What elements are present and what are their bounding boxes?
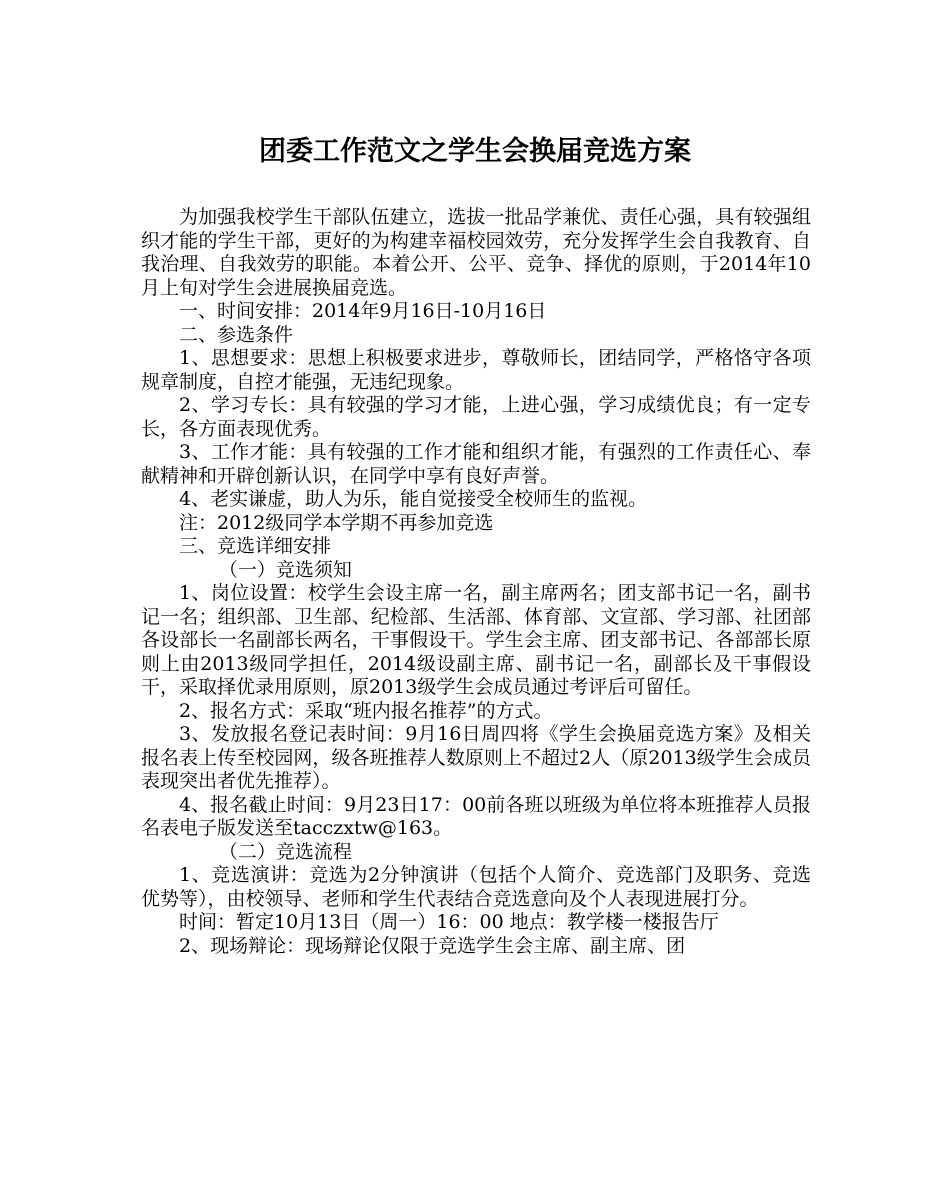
paragraph-condition-3: 3、工作才能：具有较强的工作才能和组织才能，有强烈的工作责任心、奉献精神和开辟创新认识，在同学中享有良好声誉。 [141, 441, 811, 487]
paragraph-speech: 1、竞选演讲：竞选为2分钟演讲（包括个人简介、竞选部门及职务、竞选优势等），由校领导、老师和学生代表结合竞选意向及个人表现进展打分。 [141, 864, 811, 910]
paragraph-condition-1: 1、思想要求：思想上积极要求进步，尊敬师长，团结同学，严格恪守各项规章制度，自控才能强，无违纪现象。 [141, 347, 811, 393]
paragraph-positions: 1、岗位设置：校学生会设主席一名，副主席两名；团支部书记一名，副书记一名；组织部、卫生部、纪检部、生活部、体育部、文宣部、学习部、社团部各设部长一名副部长两名，干事假设干。学生会主席、团支部书记、各部部长原则上由2013级同学担任，2014级设副主席、副书记一名，副部长及干事假设干，采取择优录用原则，原2013级学生会成员通过考评后可留任。 [141, 582, 811, 698]
paragraph-intro: 为加强我校学生干部队伍建立，选拔一批品学兼优、责任心强，具有较强组织才能的学生干部，更好的为构建幸福校园效劳，充分发挥学生会自我教育、自我治理、自我效劳的职能。本着公开、公平、竞争、择优的原则，于2014年10月上旬对学生会进展换届竞选。 [141, 206, 811, 299]
paragraph-process-heading: （二）竞选流程 [218, 840, 352, 863]
paragraph-notice-heading: （一）竞选须知 [218, 558, 352, 581]
paragraph-arrangement-heading: 三、竞选详细安排 [179, 535, 332, 557]
paragraph-debate: 2、现场辩论：现场辩论仅限于竞选学生会主席、副主席、团 [179, 934, 686, 957]
paragraph-condition-2: 2、学习专长：具有较强的学习才能，上进心强，学习成绩优良；有一定专长，各方面表现优秀。 [141, 394, 811, 440]
paragraph-registration-method: 2、报名方式：采取“班内报名推荐”的方式。 [179, 699, 553, 722]
paragraph-condition-4: 4、老实谦虚，助人为乐，能自觉接受全校师生的监视。 [179, 488, 648, 510]
paragraph-time-location: 时间：暂定10月13日（周一）16：00 地点：教学楼一楼报告厅 [179, 911, 719, 933]
paragraph-registration-form: 3、发放报名登记表时间：9月16日周四将《学生会换届竞选方案》及相关报名表上传至校园网，级各班推荐人数原则上不超过2人（原2013级学生会成员表现突出者优先推荐）。 [141, 723, 811, 792]
paragraph-schedule: 一、时间安排：2014年9月16日-10月16日 [179, 300, 547, 322]
paragraph-note: 注：2012级同学本学期不再参加竞选 [179, 511, 494, 534]
paragraph-conditions-heading: 二、参选条件 [179, 323, 294, 346]
document-title: 团委工作范文之学生会换届竞选方案 [259, 136, 691, 167]
document-body [141, 206, 811, 958]
paragraph-registration-deadline: 4、报名截止时间：9月23日17：00前各班以班级为单位将本班推荐人员报名表电子版发送至tacczxtw@163。 [141, 793, 811, 839]
